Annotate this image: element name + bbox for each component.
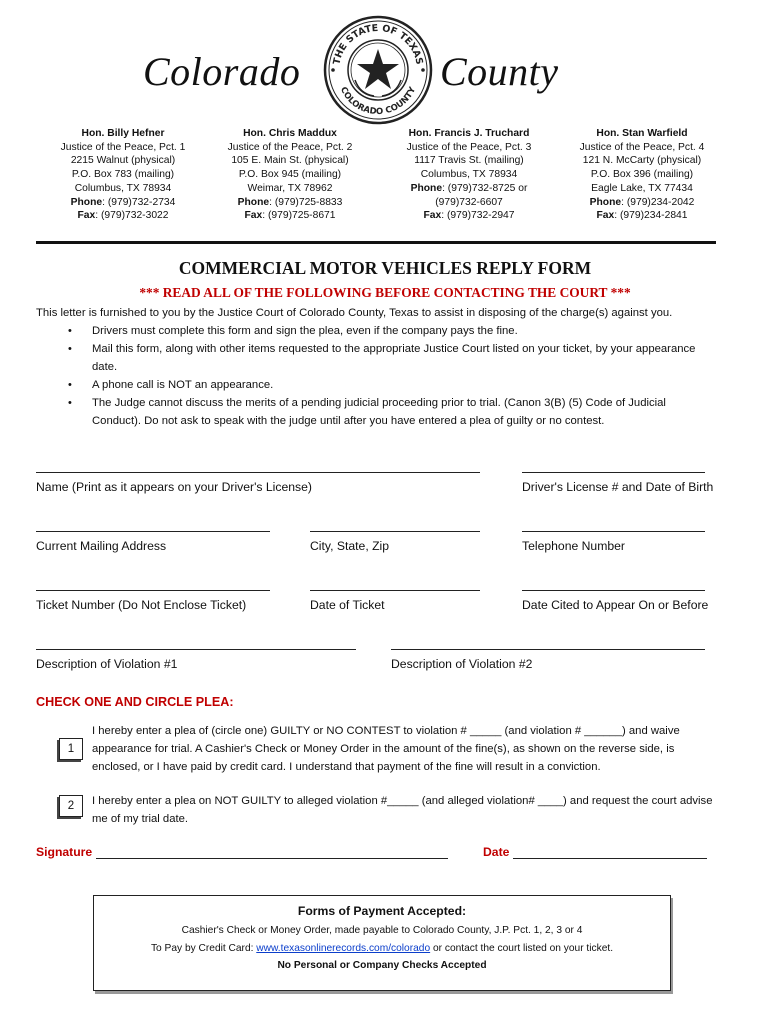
judge-fax: Fax: (979)732-2947 [423, 210, 515, 222]
plea-guilty-text: I hereby enter a plea of (circle one) GUILTY or NO CONTEST to violation # _____ (and violation # ______) and waive appearance for trial. A Cashier's Check or Money Order in the amount of the fine(s), as shown on the reverse side, is enclosed, or I have paid by credit card. I understand that payment of the fine will result in a conviction. [92, 725, 680, 773]
judge-title: Justice of the Peace, Pct. 2 [227, 141, 353, 153]
ticket-label: Ticket Number (Do Not Enclose Ticket) [36, 598, 247, 612]
dl-label: Driver's License # and Date of Birth [522, 480, 714, 494]
judge-mailing: P.O. Box 783 (mailing) [71, 169, 175, 181]
date-ticket-label: Date of Ticket [310, 598, 385, 612]
phone-label: Telephone Number [522, 539, 625, 553]
judge-address: 1117 Travis St. (mailing) [414, 155, 524, 167]
judge-pct1 [38, 127, 208, 223]
judge-name: Hon. Stan Warfield [596, 128, 688, 139]
county-name-right: County [440, 49, 559, 94]
judge-city: Eagle Lake, TX 77434 [591, 182, 693, 194]
signature-row[interactable] [36, 845, 448, 859]
ticket-field[interactable] [36, 590, 270, 591]
county-name-left: Colorado [143, 49, 301, 94]
judge-fax: Fax: (979)725-8671 [244, 210, 336, 222]
name-field[interactable] [36, 472, 480, 473]
violation1-field[interactable] [36, 649, 356, 650]
address-field[interactable] [36, 531, 270, 532]
form-title: COMMERCIAL MOTOR VEHICLES REPLY FORM [178, 258, 592, 278]
plea-heading: CHECK ONE AND CIRCLE PLEA: [36, 695, 234, 709]
judge-phone: Phone: (979)732-2734 [70, 196, 176, 208]
judge-city: Columbus, TX 78934 [420, 169, 518, 181]
payment-info-box [93, 895, 671, 991]
plea-guilty-checkbox[interactable]: 1 [59, 738, 83, 760]
judge-pct4 [557, 127, 727, 223]
judge-phone: Phone: (979)732-8725 or [410, 182, 528, 194]
date-cited-label: Date Cited to Appear On or Before [522, 598, 709, 612]
payment-link[interactable]: www.texasonlinerecords.com/colorado [256, 943, 431, 954]
dl-field[interactable] [522, 472, 705, 473]
payment-title: Forms of Payment Accepted: [297, 904, 467, 918]
list-item: • A phone call is NOT an appearance. [64, 376, 714, 394]
date-row[interactable] [483, 845, 707, 859]
address-label: Current Mailing Address [36, 539, 167, 553]
date-label: Date [483, 845, 510, 859]
intro-text: This letter is furnished to you by the Justice Court of Colorado County, Texas to assist in disposing of the charge(s) against you. [36, 307, 673, 319]
judge-mailing: P.O. Box 396 (mailing) [590, 169, 694, 181]
date-cited-field[interactable] [522, 590, 705, 591]
county-seal-logo [322, 14, 434, 126]
plea-not-guilty-checkbox[interactable]: 2 [59, 795, 83, 817]
judge-name: Hon. Francis J. Truchard [408, 128, 530, 139]
judge-address: 2215 Walnut (physical) [70, 155, 176, 167]
judge-city: Weimar, TX 78962 [247, 182, 333, 194]
warning-banner: *** READ ALL OF THE FOLLOWING BEFORE CONTACTING THE COURT *** [139, 285, 631, 300]
judge-phone: Phone: (979)725-8833 [237, 196, 343, 208]
signature-label: Signature [36, 845, 93, 859]
judge-name: Hon. Chris Maddux [243, 128, 337, 139]
judge-name: Hon. Billy Hefner [81, 128, 165, 139]
judge-address: 121 N. McCarty (physical) [582, 155, 702, 167]
violation2-label: Description of Violation #2 [391, 657, 533, 671]
judge-address: 105 E. Main St. (physical) [231, 155, 349, 167]
violation1-label: Description of Violation #1 [36, 657, 178, 671]
judge-pct2 [205, 127, 375, 223]
judge-title: Justice of the Peace, Pct. 4 [579, 141, 705, 153]
judge-mailing: P.O. Box 945 (mailing) [238, 169, 342, 181]
list-item: • Drivers must complete this form and sign the plea, even if the company pays the fine. [64, 322, 714, 340]
list-item: • The Judge cannot discuss the merits of a pending judicial proceeding prior to trial. (Canon 3(B) (5) Code of Judicial Conduct). Do not ask to speak with the judge until after you have entered a plea of guilty or no contest. [64, 394, 714, 430]
name-label: Name (Print as it appears on your Driver's License) [36, 480, 312, 494]
phone-field[interactable] [522, 531, 705, 532]
payment-line: Cashier's Check or Money Order, made payable to Colorado County, J.P. Pct. 1, 2, 3 or 4 [181, 925, 583, 936]
date-ticket-field[interactable] [310, 590, 480, 591]
judge-phone: Phone: (979)234-2042 [589, 196, 695, 208]
payment-credit-line: To Pay by Credit Card: www.texasonlinerecords.com/colorado or contact the court listed on your ticket. [150, 943, 614, 954]
signature-field[interactable] [96, 847, 448, 859]
list-item: • Mail this form, along with other items requested to the appropriate Justice Court listed on your ticket, by your appearance date. [64, 340, 714, 376]
svg-text:THE STATE OF TEXAS: THE STATE OF TEXAS [331, 22, 425, 66]
city-field[interactable] [310, 531, 480, 532]
judge-pct3 [384, 127, 554, 223]
payment-warning: No Personal or Company Checks Accepted [277, 960, 487, 971]
plea-not-guilty-text: I hereby enter a plea on NOT GUILTY to alleged violation #_____ (and alleged violation# ____) and request the court advise me of my trial date. [92, 795, 713, 825]
judge-title: Justice of the Peace, Pct. 1 [60, 141, 186, 153]
judge-city: Columbus, TX 78934 [74, 182, 172, 194]
header-divider [36, 241, 716, 244]
instruction-list [64, 322, 714, 430]
judge-fax: Fax: (979)732-3022 [77, 210, 169, 222]
judge-fax: Fax: (979)234-2841 [596, 210, 688, 222]
date-field[interactable] [513, 847, 707, 859]
violation2-field[interactable] [391, 649, 705, 650]
judge-phone-alt: (979)732-6607 [435, 196, 503, 208]
judge-title: Justice of the Peace, Pct. 3 [406, 141, 532, 153]
svg-text:COLORADO COUNTY: COLORADO COUNTY [337, 85, 419, 118]
city-label: City, State, Zip [310, 539, 390, 553]
